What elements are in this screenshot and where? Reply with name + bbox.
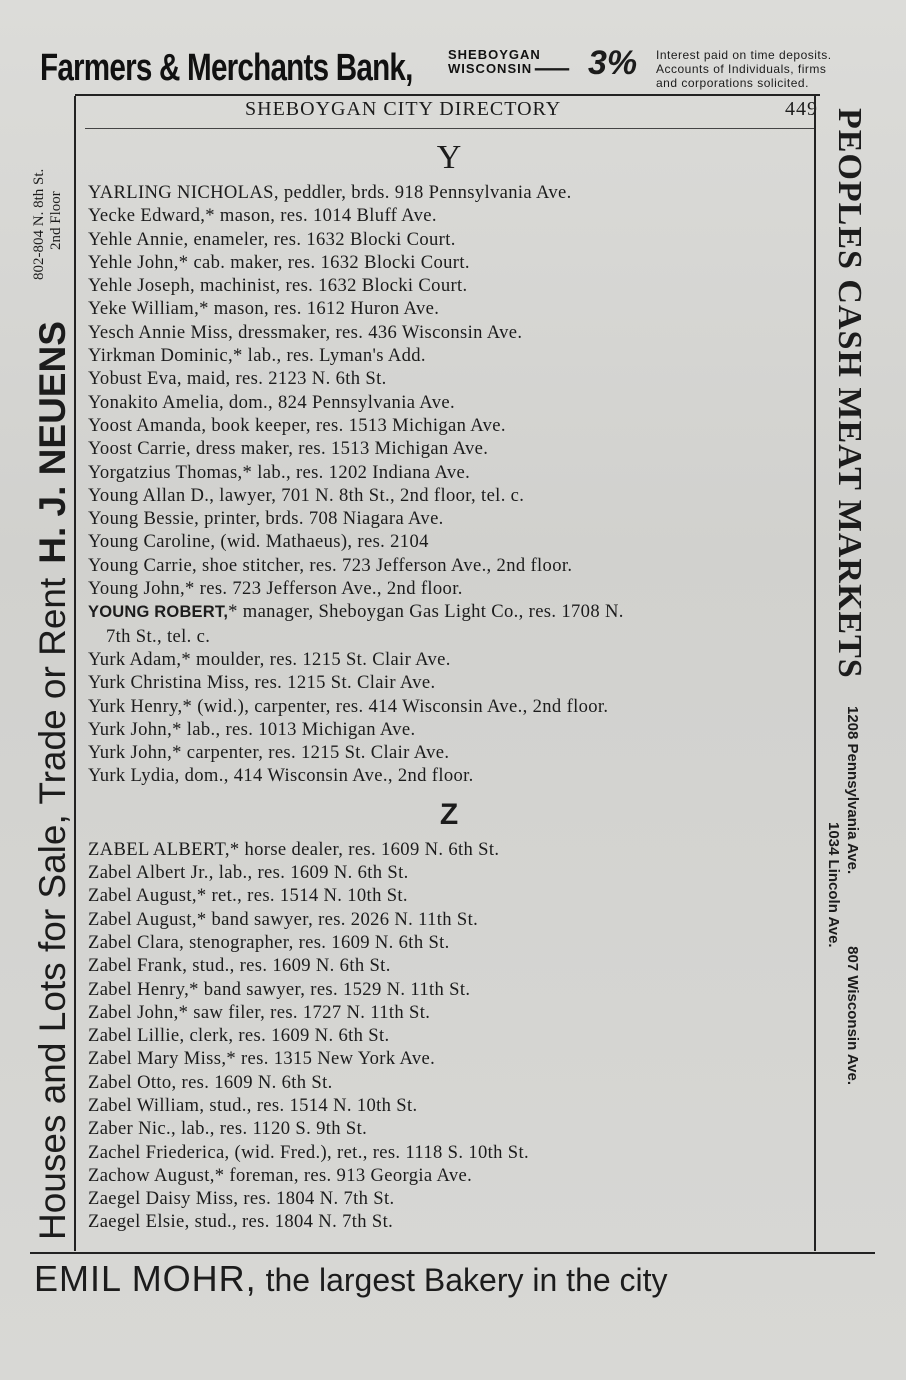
directory-entry: Zabel Mary Miss,* res. 1315 New York Ave. <box>88 1048 436 1070</box>
directory-entry: ZABEL ALBERT,* horse dealer, res. 1609 N. 6th St. <box>88 838 500 860</box>
entry-detail: * manager, Sheboygan Gas Light Co., res. 1708 N. <box>228 601 624 623</box>
bank-state-line: WISCONSIN <box>448 61 533 76</box>
meat-market-address: 807 Wisconsin Ave. <box>844 946 861 1085</box>
section-letter: Z <box>439 797 459 831</box>
bank-city-line: SHEBOYGAN <box>448 47 541 62</box>
bottom-rule <box>30 1252 875 1254</box>
directory-entry: Yurk Christina Miss, res. 1215 St. Clair Ave. <box>88 672 436 694</box>
listing-body <box>86 135 812 1234</box>
directory-entry: Zabel Henry,* band sawyer, res. 1529 N. 11th St. <box>88 978 471 1000</box>
directory-entry: Yorgatzius Thomas,* lab., res. 1202 Indiana Ave. <box>88 461 471 483</box>
directory-entry: Yehle Joseph, machinist, res. 1632 Blocki Court. <box>88 275 468 297</box>
right-rule <box>814 96 816 1251</box>
directory-entry: Yeke William,* mason, res. 1612 Huron Ave. <box>88 298 440 320</box>
directory-entry: Zabel August,* ret., res. 1514 N. 10th St. <box>88 885 408 907</box>
interest-rate: 3% <box>588 44 638 82</box>
real-estate-text: Houses and Lots for Sale, Trade or Rent <box>31 577 73 1240</box>
meat-market-address: 1034 Lincoln Ave. <box>825 822 842 948</box>
bank-dash: — <box>535 48 569 85</box>
directory-entry: Yurk John,* lab., res. 1013 Michigan Ave. <box>88 718 416 740</box>
entry-list-y <box>86 181 812 600</box>
bank-advertisement <box>40 42 850 94</box>
directory-entry: Yecke Edward,* mason, res. 1014 Bluff Ave. <box>88 205 437 227</box>
directory-entry: Zachow August,* foreman, res. 913 Georgia Ave. <box>88 1164 473 1186</box>
bakery-advertisement <box>34 1258 854 1314</box>
section-letter: Y <box>436 139 462 176</box>
entry-name-bold: YOUNG ROBERT, <box>88 603 229 622</box>
real-estate-address-line: 802-804 N. 8th St. <box>31 168 47 280</box>
directory-entry: Zabel Lillie, clerk, res. 1609 N. 6th St. <box>88 1025 390 1047</box>
directory-entry: Yonakito Amelia, dom., 824 Pennsylvania Ave. <box>88 391 455 413</box>
meat-market-address: 1208 Pennsylvania Ave. <box>844 706 861 875</box>
directory-entry: Yurk John,* carpenter, res. 1215 St. Clair Ave. <box>88 742 450 764</box>
directory-entry <box>86 600 812 648</box>
real-estate-floor-line: 2nd Floor <box>48 191 64 250</box>
directory-entry: Yirkman Dominic,* lab., res. Lyman's Add. <box>88 345 426 367</box>
meat-market-advertisement: PEOPLES CASH MEAT MARKETS <box>831 108 868 679</box>
meat-market-addresses <box>822 706 862 1266</box>
directory-entry: Yoost Amanda, book keeper, res. 1513 Michigan Ave. <box>88 414 506 436</box>
directory-entry: Young Caroline, (wid. Mathaeus), res. 2104 <box>88 531 429 553</box>
directory-entry: Yehle John,* cab. maker, res. 1632 Blocki Court. <box>88 251 470 273</box>
real-estate-advertisement <box>30 130 75 1240</box>
bakery-owner: EMIL MOHR, <box>34 1258 257 1299</box>
directory-entry: Zabel William, stud., res. 1514 N. 10th St. <box>88 1094 418 1116</box>
directory-entry: Zabel Clara, stenographer, res. 1609 N. 6th St. <box>88 931 450 953</box>
header-rule <box>85 128 815 129</box>
bank-terms <box>656 48 832 90</box>
directory-entry: Yobust Eva, maid, res. 2123 N. 6th St. <box>88 368 387 390</box>
directory-entry: Zabel John,* saw filer, res. 1727 N. 11th St. <box>88 1001 431 1023</box>
directory-entry: Young Carrie, shoe stitcher, res. 723 Jefferson Ave., 2nd floor. <box>88 554 573 576</box>
bank-terms-line: and corporations solicited. <box>656 76 809 90</box>
directory-entry: Yurk Henry,* (wid.), carpenter, res. 414 Wisconsin Ave., 2nd floor. <box>88 695 609 717</box>
bank-name: Farmers & Merchants Bank, <box>40 46 413 89</box>
top-rule <box>75 94 820 96</box>
directory-entry: Young Allan D., lawyer, 701 N. 8th St., 2nd floor, tel. c. <box>88 484 525 506</box>
directory-entry: Zabel Albert Jr., lab., res. 1609 N. 6th St. <box>88 862 409 884</box>
directory-entry: Yesch Annie Miss, dressmaker, res. 436 Wisconsin Ave. <box>88 321 523 343</box>
bakery-tagline: the largest Bakery in the city <box>265 1262 668 1298</box>
directory-entry: Zaegel Daisy Miss, res. 1804 N. 7th St. <box>88 1188 395 1210</box>
entry-list-z <box>86 838 812 1234</box>
directory-entry: Yurk Adam,* moulder, res. 1215 St. Clair Ave. <box>88 648 451 670</box>
directory-entry: Young Bessie, printer, brds. 708 Niagara Ave. <box>88 508 444 530</box>
directory-entry: Zabel Frank, stud., res. 1609 N. 6th St. <box>88 955 391 977</box>
directory-entry: Yurk Lydia, dom., 414 Wisconsin Ave., 2nd floor. <box>88 765 474 787</box>
running-header <box>80 98 818 128</box>
directory-entry: Zachel Friederica, (wid. Fred.), ret., res. 1118 S. 10th St. <box>88 1141 529 1163</box>
entry-list-y-continued <box>86 648 812 788</box>
real-estate-agent: H. J. NEUENS <box>31 321 73 564</box>
entry-continuation: 7th St., tel. c. <box>106 625 211 647</box>
bank-city <box>448 48 541 76</box>
directory-entry: YARLING NICHOLAS, peddler, brds. 918 Pennsylvania Ave. <box>88 182 572 203</box>
directory-entry: Yehle Annie, enameler, res. 1632 Blocki Court. <box>88 228 456 250</box>
bank-terms-line: Accounts of Individuals, firms <box>656 62 827 76</box>
directory-entry: Young John,* res. 723 Jefferson Ave., 2nd floor. <box>88 578 463 600</box>
bank-terms-line: Interest paid on time deposits. <box>656 48 832 62</box>
directory-entry: Zabel August,* band sawyer, res. 2026 N. 11th St. <box>88 908 479 930</box>
page-number: 449 <box>785 98 818 120</box>
directory-entry: Zaber Nic., lab., res. 1120 S. 9th St. <box>88 1118 368 1140</box>
directory-title: SHEBOYGAN CITY DIRECTORY <box>245 98 562 120</box>
real-estate-address <box>31 100 71 280</box>
directory-entry: Zabel Otto, res. 1609 N. 6th St. <box>88 1071 333 1093</box>
directory-entry: Zaegel Elsie, stud., res. 1804 N. 7th St. <box>88 1211 394 1233</box>
directory-entry: Yoost Carrie, dress maker, res. 1513 Michigan Ave. <box>88 438 489 460</box>
